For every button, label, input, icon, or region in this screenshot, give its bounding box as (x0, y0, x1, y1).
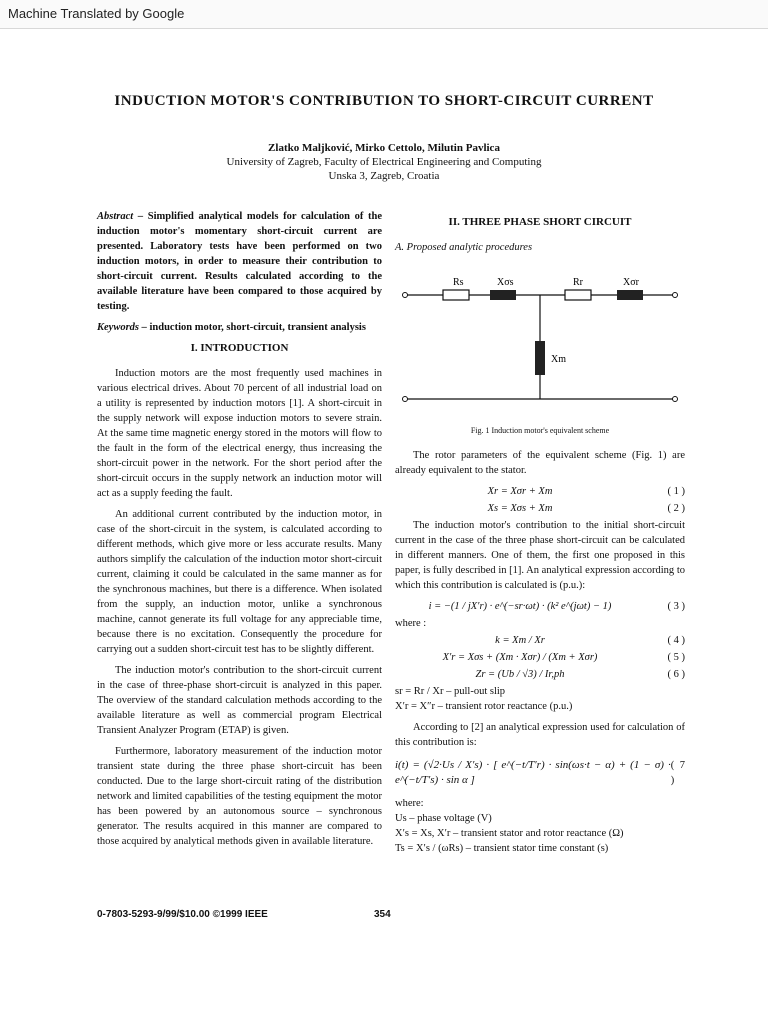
rs-resistor (443, 290, 469, 300)
abstract-label: Abstract – (97, 211, 144, 222)
equation-4-expr: k = Xm / Xr (495, 635, 545, 646)
equivalent-circuit-figure (395, 259, 685, 419)
section-2-heading: II. THREE PHASE SHORT CIRCUIT (448, 216, 632, 228)
xr-label: Xσr (623, 277, 639, 288)
where-label-1: where : (395, 618, 427, 629)
rr-resistor (565, 290, 591, 300)
subsection-a-heading: A. Proposed analytic procedures (395, 242, 533, 253)
equation-1-number: ( 1 ) (667, 486, 685, 497)
rr-label: Rr (573, 277, 583, 288)
keywords-text: induction motor, short-circuit, transient analysis (149, 322, 366, 333)
equation-3-number: ( 3 ) (667, 601, 685, 612)
page-number: 354 (374, 909, 391, 920)
author-affiliation: University of Zagreb, Faculty of Electrical Engineering and Computing (226, 156, 542, 168)
intro-paragraph-2: An additional current contributed by the induction motor, in case of the short-circuit in the system, is calculated according to different methods, which give more or less accurate results. Many authors simplify the calculation of the induction motor short-circuit current, claiming it could be calculated in the same manner as for the synchronous machines, but there is a difference. When isolated from the supply, an induction motor, unlike a synchronous machine, cannot generate its full voltage for any appreciable time, because there is no excitation. Consequently the procedure for carrying out a sudden short-circuit test has to be slightly different. (97, 509, 382, 655)
equation-7 (395, 758, 685, 788)
equation-4-number: ( 4 ) (667, 635, 685, 646)
footer-isbn: 0-7803-5293-9/99/$10.00 ©1999 IEEE (97, 909, 268, 920)
xm-reactance (535, 341, 545, 375)
intro-paragraph-4: Furthermore, laboratory measurement of the induction motor transient state during the three phase short-circuit has been conducted. Due to the large short-circuit rating of the distribution network and limited capabilities of the testing equipment the motor has been powered by an autonomous source – synchronous generator. The results acquired in this manner are compared to those acquired by analytical methods given in available literature. (97, 746, 382, 847)
rotor-parameters-paragraph: The rotor parameters of the equivalent scheme (Fig. 1) are already equivalent to the stator. (395, 450, 685, 476)
figure-caption: Fig. 1 Induction motor's equivalent scheme (470, 426, 610, 435)
abstract-text: Simplified analytical models for calculation of the induction motor's momentary short-circuit current are presented. Laboratory tests have been performed on two induction motors, in order to measure their contribution to short-circuit current. Results calculated according to the available literature have been compared to those acquired by testing. (97, 211, 383, 312)
xs-reactance (490, 290, 516, 300)
equation-5-expr: X′r = Xσs + (Xm · Xσr) / (Xm + Xσr) (442, 652, 598, 663)
equation-5 (395, 650, 685, 665)
contribution-paragraph: The induction motor's contribution to the initial short-circuit current in the case of the three phase short-circuit can be calculated in different manners. One of them, the first one proposed in this paper, is fully described in [1]. An analytical expression according to which this contribution is calculated is (p.u.): (395, 520, 685, 591)
banner-text: Machine Translated by Google (8, 6, 185, 21)
author-names: Zlatko Maljković, Mirko Cettolo, Milutin Pavlica (268, 142, 500, 154)
rs-label: Rs (453, 277, 464, 288)
equivalent-circuit-diagram (395, 259, 685, 409)
definition-phase-voltage: Us – phase voltage (V) (395, 813, 492, 824)
definition-pull-out-slip: sr = Rr / Xr – pull-out slip (395, 686, 506, 697)
equation-3 (395, 599, 685, 614)
equation-2 (395, 501, 685, 516)
paper-title: INDUCTION MOTOR'S CONTRIBUTION TO SHORT-CIRCUIT CURRENT (114, 93, 654, 109)
according-paragraph: According to [2] an analytical expression used for calculation of this contribution is: (395, 722, 685, 748)
equation-6-number: ( 6 ) (667, 669, 685, 680)
keywords (97, 320, 382, 335)
paper-page (0, 29, 768, 1024)
intro-paragraph-1: Induction motors are the most frequently used machines in various electrical drives. About 70 percent of all industrial load on a utility is represented by induction motors [1]. A short-circuit in the supply network will expose induction motors to severe strain. At the same time magnetic energy stored in the motors will flow to the fault in the form of the electrical energy, thus increasing the short-circuit power in the network. For the short period after the short-circuit occurs in the supply network an induction motor will act as a supply feeding the fault. (97, 368, 382, 499)
translation-banner (0, 0, 768, 29)
definition-stator-time-constant: Ts = X′s / (ωRs) – transient stator time constant (s) (395, 843, 609, 854)
author-block (0, 141, 768, 183)
abstract (97, 209, 382, 314)
equation-5-number: ( 5 ) (667, 652, 685, 663)
equation-1-expr: Xr = Xσr + Xm (487, 486, 553, 497)
where-label-2: where: (395, 798, 424, 809)
equation-2-number: ( 2 ) (667, 503, 685, 514)
xs-label: Xσs (497, 277, 514, 288)
equation-6 (395, 667, 685, 682)
equation-4 (395, 633, 685, 648)
equation-6-expr: Zr = (Ub / √3) / Ir,ph (475, 669, 565, 680)
intro-paragraph-3: The induction motor's contribution to the short-circuit current in the case of three-phase short-circuit is analyzed in this paper. The overview of the standard calculation methods according to the available literature as well as commercial program Electrical Transient Analyzer Program (ETAP) is given. (97, 665, 382, 736)
right-column (395, 209, 685, 856)
keywords-label: Keywords – (97, 322, 147, 333)
author-address: Unska 3, Zagreb, Croatia (328, 170, 440, 182)
equation-7-number: ( 7 ) (670, 760, 685, 786)
xr-reactance (617, 290, 643, 300)
equation-2-expr: Xs = Xσs + Xm (487, 503, 553, 514)
xm-label: Xm (551, 354, 566, 365)
intro-heading: I. INTRODUCTION (190, 342, 289, 354)
equation-7-expr: i(t) = (√2·Us / X′s) · [ e^(−t/T′r) · sin(ωs·t − α) + (1 − σ) · e^(−t/T′s) · sin α ] (395, 759, 671, 786)
definition-transient-rotor-reactance: X′r = X″r – transient rotor reactance (p.u.) (395, 701, 573, 712)
definition-transient-reactances: X′s = Xs, X′r – transient stator and rotor reactance (Ω) (395, 828, 624, 839)
equation-3-expr: i = −(1 / jX′r) · e^(−sr·ωt) · (k² e^(jωt) − 1) (428, 601, 612, 612)
left-column (97, 209, 382, 855)
equation-1 (395, 484, 685, 499)
